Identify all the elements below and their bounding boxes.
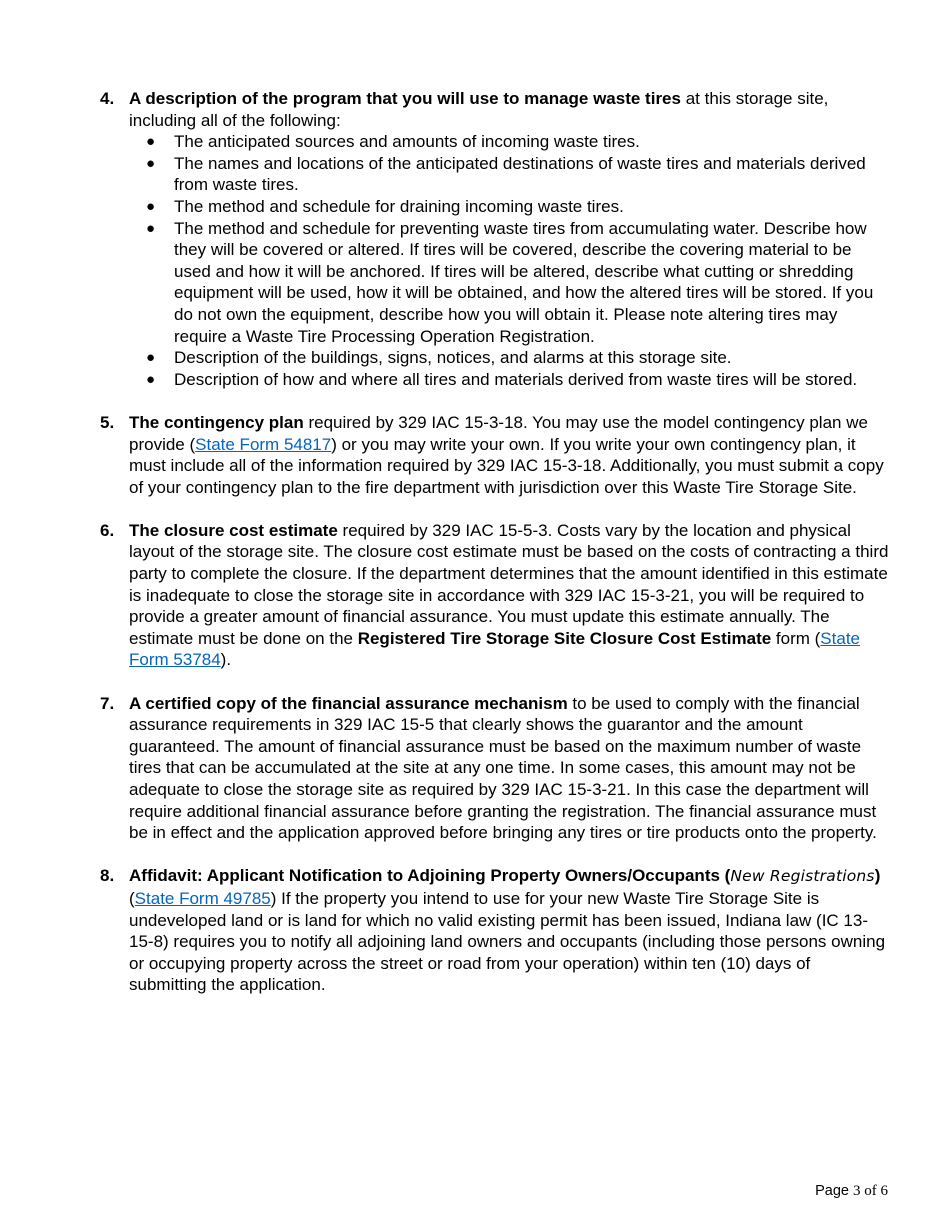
item-heading: Affidavit: Applicant Notification to Adjoining Property Owners/Occupants ( [129,866,731,886]
item-text [129,693,890,844]
list-item-8 [0,865,950,996]
bullet-icon: ● [146,154,156,172]
list-item-5 [0,412,950,498]
item-heading: A certified copy of the financial assurance mechanism [129,693,568,713]
item-heading: The closure cost estimate [129,520,338,540]
list-item-4 [0,88,950,390]
page-label: Page [815,1183,853,1199]
item-text [129,412,890,498]
list-item-6 [0,520,950,671]
state-form-49785-link[interactable]: State Form 49785 [134,888,271,908]
item-body: form ( [771,628,821,648]
item-number: 8. [100,866,115,886]
bullet-icon: ● [146,370,156,388]
bullet-text: The names and locations of the anticipated destinations of waste tires and materials derived from waste tires. [174,153,866,195]
item-body: required by 329 IAC 15-5-3. Costs vary by the location and physical layout of the storage site. The closure cost estimate must be based on the costs of contracting a third party to complete the closure. If the department determines that the amount identified in this estimate is inadequate to close the storage site in accordance with 329 IAC 15-3-21, you will be required to provide a greater amount of financial assurance. You must update this estimate annually. The estimate must be done on the [129,520,889,648]
page-footer [815,1183,888,1200]
item-heading: A description of the program that you will use to manage waste tires [129,89,681,108]
item-body: ( [129,888,135,908]
bullet-item [129,153,890,196]
item-number: 5. [100,412,115,432]
item-heading-italic: New Registrations [730,867,875,886]
bullet-item [129,347,890,369]
bullet-icon: ● [146,197,156,215]
item-body: ) If the property you intend to use for your new Waste Tire Storage Site is undeveloped land or is land for which no valid existing permit has been issued, Indiana law (IC 13-15-8) requires you to notify all adjoining land owners and occupants (including those persons owning or occupying property across the street or road from your operation) within ten (10) days of submitting the application. [129,888,886,995]
bullet-item [129,131,890,153]
state-form-54817-link[interactable]: State Form 54817 [195,434,332,454]
bullet-text: The method and schedule for preventing waste tires from accumulating water. Describe how they will be covered or altered. If tires will be covered, describe the covering material to be used and how it will be anchored. If tires will be altered, describe what cutting or shredding equipment will be used, how it will be obtained, and how the altered tires will be stored. If you do not own the equipment, describe how you will obtain it. Please note altering tires may require a Waste Tire Processing Operation Registration. [174,218,874,346]
item-text [129,865,890,996]
bullet-icon: ● [146,349,156,367]
item-number: 4. [100,89,115,108]
state-form-53784-link[interactable]: State Form 53784 [129,628,860,670]
requirements-list [0,88,950,1018]
item-body: ) or you may write your own. If you write your own contingency plan, it must include all of the information required by 329 IAC 15-3-18. Additionally, you must submit a copy of your contingency plan to the fire department with jurisdiction over this Waste Tire Storage Site. [129,434,884,497]
bullet-item [129,218,890,348]
form-title: Registered Tire Storage Site Closure Cost Estimate [357,628,772,648]
item-heading-close: ) [874,866,881,886]
item-heading: The contingency plan [129,412,304,432]
page-number: 3 of 6 [853,1183,888,1199]
item-body: required by 329 IAC 15-3-18. You may use the model contingency plan we provide ( [129,412,868,454]
bullet-text: Description of the buildings, signs, notices, and alarms at this storage site. [174,348,732,368]
bullet-text: Description of how and where all tires and materials derived from waste tires will be stored. [174,369,858,389]
bullet-item [129,369,890,391]
item-number: 7. [100,693,115,713]
list-item-7 [0,693,950,844]
item-number: 6. [100,520,115,540]
item-text [129,88,890,131]
bullet-list [129,131,890,390]
item-body: to be used to comply with the financial assurance requirements in 329 IAC 15-5 that clearly shows the guarantor and the amount guaranteed. The amount of financial assurance must be based on the maximum number of waste tires that can be accumulated at the site at any one time. In some cases, this amount may not be adequate to close the storage site as required by 329 IAC 15-3-21. In this case the department will require additional financial assurance before granting the registration. The financial assurance must be in effect and the application approved before bringing any tires or tire products onto the property. [129,693,877,843]
item-body: ). [220,650,232,670]
item-body: at this storage site, including all of the following: [129,89,829,130]
bullet-icon: ● [146,133,156,151]
bullet-icon: ● [146,219,156,237]
bullet-item [129,196,890,218]
item-text [129,520,890,671]
bullet-text: The method and schedule for draining incoming waste tires. [174,196,624,216]
bullet-text: The anticipated sources and amounts of incoming waste tires. [174,132,640,152]
